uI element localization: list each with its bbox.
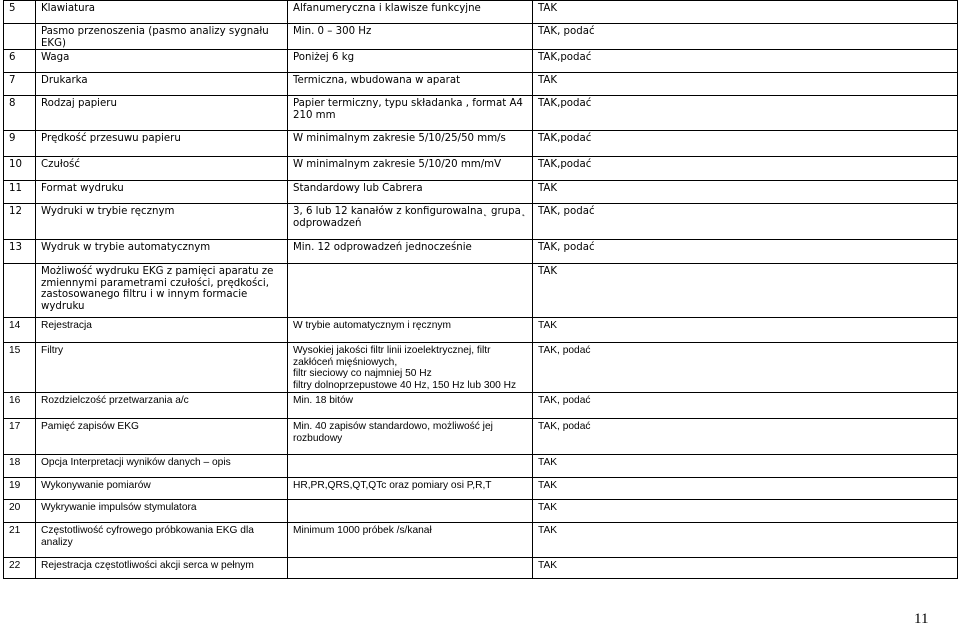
requirement: TAK (533, 478, 958, 500)
parameter-name: Format wydruku (36, 181, 288, 204)
requirement: TAK (533, 523, 958, 558)
parameter-value: W trybie automatycznym i ręcznym (288, 318, 533, 343)
parameter-name: Wydruki w trybie ręcznym (36, 204, 288, 240)
table-row (4, 50, 958, 73)
parameter-name: Opcja Interpretacji wyników danych – opis (36, 455, 288, 478)
requirement: TAK, podać (533, 204, 958, 240)
table-row (4, 24, 958, 50)
row-number: 12 (4, 204, 36, 240)
requirement: TAK, podać (533, 393, 958, 419)
row-number: 15 (4, 343, 36, 393)
table-row (4, 131, 958, 157)
parameter-value: Min. 18 bitów (288, 393, 533, 419)
table-row (4, 318, 958, 343)
table-row (4, 240, 958, 264)
requirement: TAK, podać (533, 419, 958, 455)
parameter-name: Rejestracja (36, 318, 288, 343)
row-number: 21 (4, 523, 36, 558)
parameter-name: Rozdzielczość przetwarzania a/c (36, 393, 288, 419)
requirement: TAK (533, 264, 958, 318)
row-number: 7 (4, 73, 36, 96)
requirement: TAK (533, 1, 958, 24)
requirement: TAK (533, 181, 958, 204)
requirement: TAK, podać (533, 240, 958, 264)
parameter-name: Filtry (36, 343, 288, 393)
row-number: 11 (4, 181, 36, 204)
parameter-name: Czułość (36, 157, 288, 181)
table-row (4, 558, 958, 579)
table-row (4, 419, 958, 455)
parameter-value: Standardowy lub Cabrera (288, 181, 533, 204)
table-row (4, 455, 958, 478)
parameter-name: Wykrywanie impulsów stymulatora (36, 500, 288, 523)
row-number (4, 24, 36, 50)
parameter-name: Klawiatura (36, 1, 288, 24)
parameter-value: Minimum 1000 próbek /s/kanał (288, 523, 533, 558)
row-number: 8 (4, 96, 36, 131)
parameter-value: Poniżej 6 kg (288, 50, 533, 73)
table-row (4, 523, 958, 558)
row-number: 18 (4, 455, 36, 478)
table-row (4, 500, 958, 523)
row-number: 9 (4, 131, 36, 157)
table-row (4, 1, 958, 24)
requirement: TAK, podać (533, 24, 958, 50)
parameter-value (288, 500, 533, 523)
parameter-value (288, 558, 533, 579)
requirement: TAK,podać (533, 50, 958, 73)
row-number: 13 (4, 240, 36, 264)
parameter-value: Termiczna, wbudowana w aparat (288, 73, 533, 96)
row-number: 14 (4, 318, 36, 343)
requirement: TAK,podać (533, 96, 958, 131)
requirement: TAK,podać (533, 157, 958, 181)
requirement: TAK (533, 73, 958, 96)
table-row (4, 204, 958, 240)
row-number: 20 (4, 500, 36, 523)
table-row (4, 393, 958, 419)
parameter-value: 3, 6 lub 12 kanałów z konfigurowalna˛ grupa˛ odprowadzeń (288, 204, 533, 240)
parameter-value (288, 264, 533, 318)
table-row (4, 264, 958, 318)
table-row (4, 157, 958, 181)
requirement: TAK (533, 558, 958, 579)
parameter-name: Pasmo przenoszenia (pasmo analizy sygnału EKG) (36, 24, 288, 50)
parameter-name: Pamięć zapisów EKG (36, 419, 288, 455)
parameter-value: W minimalnym zakresie 5/10/20 mm/mV (288, 157, 533, 181)
parameter-value: Alfanumeryczna i klawisze funkcyjne (288, 1, 533, 24)
parameter-name: Prędkość przesuwu papieru (36, 131, 288, 157)
requirement: TAK, podać (533, 343, 958, 393)
parameter-name: Możliwość wydruku EKG z pamięci aparatu ze zmiennymi parametrami czułości, prędkości, zastosowanego filtru i w innym formacie wydruku (36, 264, 288, 318)
parameter-name: Rodzaj papieru (36, 96, 288, 131)
parameter-name: Wykonywanie pomiarów (36, 478, 288, 500)
parameter-name: Waga (36, 50, 288, 73)
table-row (4, 181, 958, 204)
parameter-value: HR,PR,QRS,QT,QTc oraz pomiary osi P,R,T (288, 478, 533, 500)
parameter-name: Częstotliwość cyfrowego próbkowania EKG dla analizy (36, 523, 288, 558)
table-row (4, 343, 958, 393)
row-number: 10 (4, 157, 36, 181)
table-row (4, 478, 958, 500)
row-number: 6 (4, 50, 36, 73)
row-number: 5 (4, 1, 36, 24)
row-number: 19 (4, 478, 36, 500)
row-number: 17 (4, 419, 36, 455)
parameter-value: Min. 0 – 300 Hz (288, 24, 533, 50)
parameter-value (288, 455, 533, 478)
requirement: TAK (533, 500, 958, 523)
page-number: 11 (914, 611, 929, 627)
parameter-name: Rejestracja częstotliwości akcji serca w pełnym (36, 558, 288, 579)
parameter-value: Min. 40 zapisów standardowo, możliwość jej rozbudowy (288, 419, 533, 455)
table-row (4, 96, 958, 131)
parameter-value: Min. 12 odprowadzeń jednocześnie (288, 240, 533, 264)
row-number: 22 (4, 558, 36, 579)
parameter-value: Wysokiej jakości filtr linii izoelektrycznej, filtr zakłóceń mięśniowych, filtr sieciowy co najmniej 50 Hz filtry dolnoprzepustowe 40 Hz, 150 Hz lub 300 Hz (288, 343, 533, 393)
row-number (4, 264, 36, 318)
parameter-name: Drukarka (36, 73, 288, 96)
row-number: 16 (4, 393, 36, 419)
parameter-value: Papier termiczny, typu składanka , format A4 210 mm (288, 96, 533, 131)
requirement: TAK (533, 455, 958, 478)
parameter-name: Wydruk w trybie automatycznym (36, 240, 288, 264)
requirement: TAK (533, 318, 958, 343)
table-row (4, 73, 958, 96)
specification-table (3, 0, 958, 579)
requirement: TAK,podać (533, 131, 958, 157)
parameter-value: W minimalnym zakresie 5/10/25/50 mm/s (288, 131, 533, 157)
